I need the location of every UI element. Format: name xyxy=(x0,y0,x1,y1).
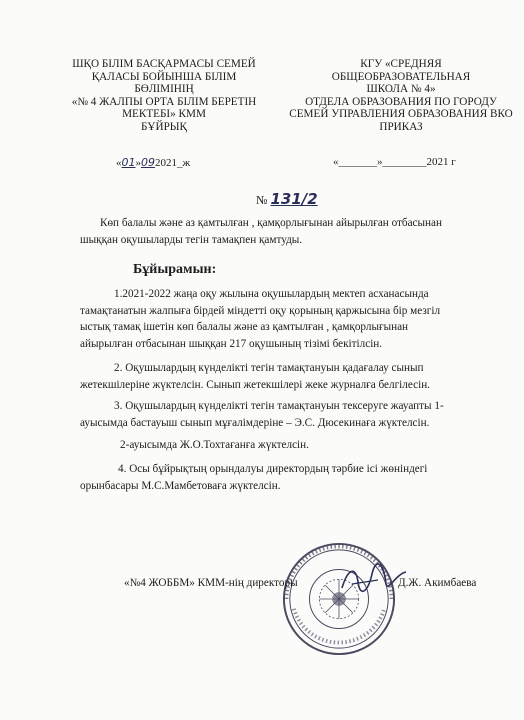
order-item-3-continued xyxy=(80,437,490,454)
header-russian-line: ШКОЛА № 4» xyxy=(366,83,436,95)
order-heading: Бұйырамын: xyxy=(133,262,217,277)
document-type-kazakh: БҰЙРЫҚ xyxy=(140,120,188,133)
item-line: 2-ауысымда Ж.О.Тохтағанға жүктелсін. xyxy=(120,439,309,451)
handwritten-month: 09 xyxy=(141,156,155,169)
order-item-2 xyxy=(80,360,490,393)
date-year: 2021_ж xyxy=(155,157,191,169)
official-seal-stamp xyxy=(280,540,398,658)
signatory-name: Д.Ж. Акимбаева xyxy=(398,577,477,589)
header-kazakh-line: «№ 4 ЖАЛПЫ ОРТА БІЛІМ БЕРЕТІН xyxy=(71,95,257,108)
handwritten-order-number: 131/2 xyxy=(270,190,318,208)
header-kazakh xyxy=(48,58,280,133)
item-line: жетекшілеріне жүктелсін. Сынып жетекшілері жеке журналға белгілесін. xyxy=(80,378,430,391)
item-line: 4. Осы бұйрықтың орындалуы директордың тәрбие ісі жөніндегі xyxy=(118,463,428,475)
header-russian-line: ОТДЕЛА ОБРАЗОВАНИЯ ПО ГОРОДУ xyxy=(305,95,497,108)
date-quote: « xyxy=(116,157,122,169)
date-quote: » xyxy=(135,157,141,169)
item-line: 3. Оқушылардың күнделікті тегін тамақтануын тексеруге жауапты 1- xyxy=(114,400,444,412)
header-kazakh-line: ҚАЛАСЫ БОЙЫНША БІЛІМ xyxy=(91,70,237,83)
order-item-4 xyxy=(80,461,490,494)
order-item-1 xyxy=(80,286,490,352)
subject-paragraph xyxy=(80,215,510,248)
document-type-russian: ПРИКАЗ xyxy=(379,120,423,133)
item-line: орынбасары М.С.Мамбетоваға жүктелсін. xyxy=(80,479,281,492)
handwritten-day: 01 xyxy=(121,156,136,169)
item-line: ауысымда бастауыш сынып мұғалімдеріне – Э.С. Дюсекинаға жүктелсін. xyxy=(80,416,430,429)
subject-line: Көп балалы және аз қамтылған , қамқорлығынан айырылған отбасынан xyxy=(100,217,442,229)
date-kazakh xyxy=(116,156,190,169)
item-line: айырылған отбасынан шыққан 217 оқушының тізімі бекітілсін. xyxy=(80,337,383,350)
header-kazakh-line: БӨЛІМІНІҢ xyxy=(134,83,194,95)
number-sign: № xyxy=(256,193,268,207)
header-kazakh-line: МЕКТЕБІ» КММ xyxy=(122,108,206,120)
item-line: 2. Оқушылардың күнделікті тегін тамақтануын қадағалау сынып xyxy=(114,362,424,374)
header-russian-line: ОБЩЕОБРАЗОВАТЕЛЬНАЯ xyxy=(331,70,471,83)
subject-line: шыққан оқушыларды тегін тамақпен қамтуды. xyxy=(80,233,303,246)
date-russian: «_______»________2021 г xyxy=(333,156,456,168)
header-kazakh-line: ШҚО БІЛІМ БАСҚАРМАСЫ СЕМЕЙ xyxy=(72,58,256,70)
header-russian-line: СЕМЕЙ УПРАВЛЕНИЯ ОБРАЗОВАНИЯ ВКО xyxy=(289,108,513,120)
order-number xyxy=(256,190,318,208)
order-item-3 xyxy=(80,398,490,431)
header-russian-line: КГУ «СРЕДНЯЯ xyxy=(360,58,442,70)
item-line: тамақтанатын жалпыға бірдей міндетті оқу қорының қаржысына бір мезгіл xyxy=(80,304,441,317)
signatory-position: «№4 ЖОББМ» КММ-нің директоры xyxy=(124,577,298,589)
item-line: 1.2021-2022 жаңа оқу жылына оқушылардың мектеп асханасында xyxy=(114,288,429,300)
header-russian xyxy=(282,58,520,133)
item-line: ыстық тамақ ішетін көп балалы және аз қамтылған , қамқорлығынан xyxy=(80,321,409,333)
